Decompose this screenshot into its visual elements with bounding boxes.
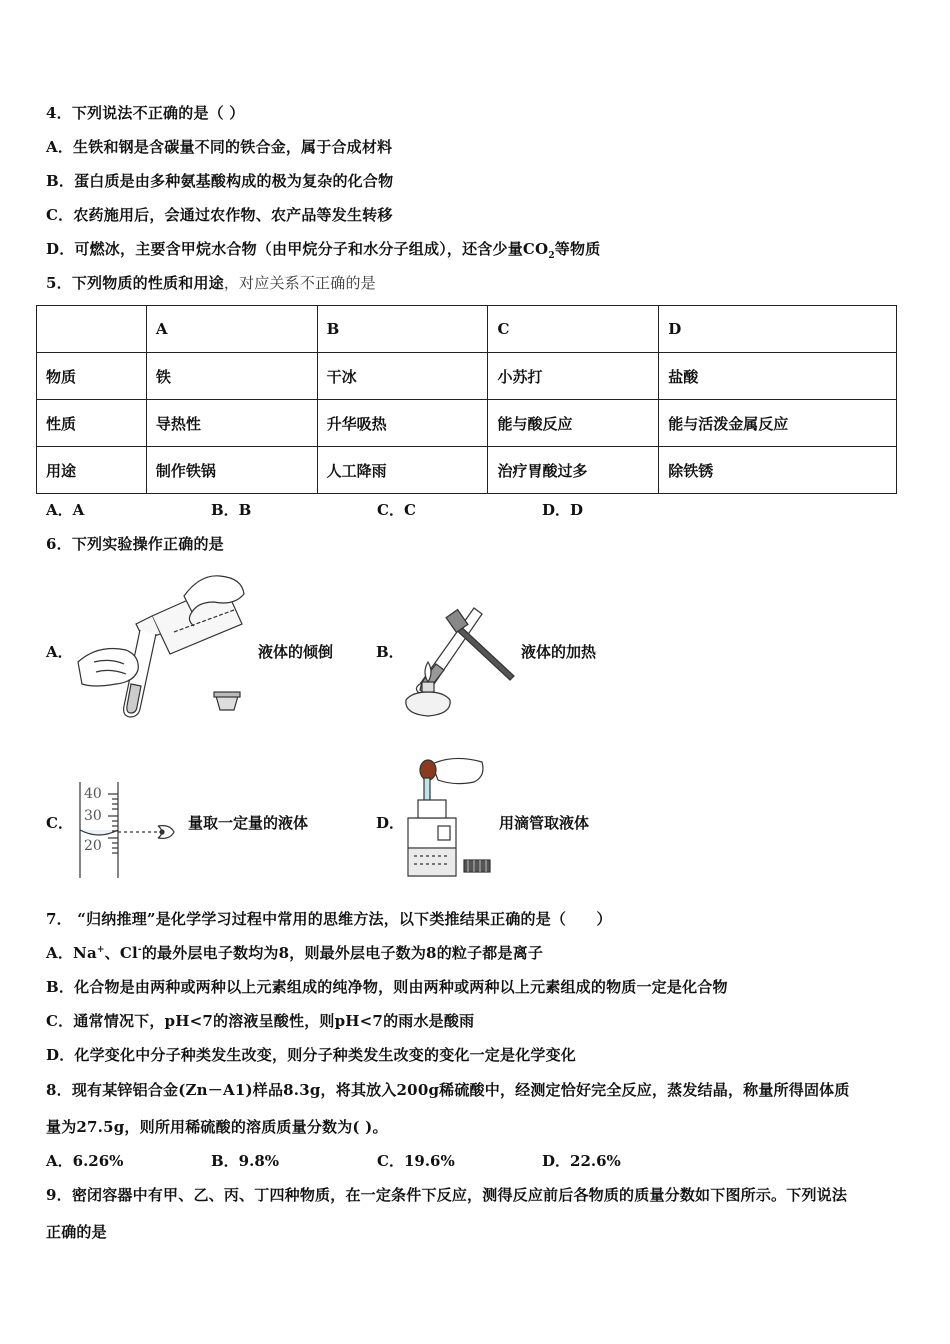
q7-a-pre: A．Na xyxy=(46,944,97,962)
table-row xyxy=(37,353,897,400)
q4-d-pre: D．可燃冰，主要含甲烷水合物（由甲烷分子和水分子组成），还含少量CO xyxy=(46,240,549,258)
q8-option-c: C．19.6% xyxy=(377,1152,455,1170)
q4-option-a: A．生铁和钢是含碳量不同的铁合金，属于合成材料 xyxy=(46,138,393,156)
q4-d-post: 等物质 xyxy=(554,240,601,258)
q6-option-b-label: B． xyxy=(376,643,404,661)
table-cell: 铁 xyxy=(146,353,317,400)
q6-option-b-caption: 液体的加热 xyxy=(521,643,597,661)
table-cell: 物质 xyxy=(37,353,147,400)
table-cell: 导热性 xyxy=(146,400,317,447)
table-cell: 干冰 xyxy=(317,353,488,400)
table-cell: 性质 xyxy=(37,400,147,447)
q5-stem-light: ，对应关系不正确的是 xyxy=(223,274,376,292)
q7-a-sup2: - xyxy=(137,945,142,955)
q5-stem xyxy=(46,272,376,293)
table-cell: 用途 xyxy=(37,447,147,494)
q8-option-a: A．6.26% xyxy=(46,1152,124,1170)
cylinder-tick-20: 20 xyxy=(84,838,102,854)
table-cell: B xyxy=(317,306,488,353)
table-cell: 升华吸热 xyxy=(317,400,488,447)
table-cell: 治疗胃酸过多 xyxy=(488,447,659,494)
q5-option-c: C．C xyxy=(377,501,416,519)
table-cell: A xyxy=(146,306,317,353)
q7-option-b: B．化合物是由两种或两种以上元素组成的纯净物，则由两种或两种以上元素组成的物质一定是化合物 xyxy=(46,978,728,996)
table-cell: 能与活泼金属反应 xyxy=(659,400,897,447)
q4-option-b: B．蛋白质是由多种氨基酸构成的极为复杂的化合物 xyxy=(46,172,394,190)
table-cell: 制作铁锅 xyxy=(146,447,317,494)
q5-table xyxy=(36,305,897,494)
q6-option-d-caption: 用滴管取液体 xyxy=(499,814,590,832)
table-cell: C xyxy=(488,306,659,353)
q4-option-c: C．农药施用后，会通过农作物、农产品等发生转移 xyxy=(46,206,393,224)
cylinder-tick-40: 40 xyxy=(84,786,102,802)
table-cell: 人工降雨 xyxy=(317,447,488,494)
q7-option-c: C．通常情况下，pH<7的溶液呈酸性，则pH<7的雨水是酸雨 xyxy=(46,1012,475,1030)
q7-option-d: D．化学变化中分子种类发生改变，则分子种类发生改变的变化一定是化学变化 xyxy=(46,1046,577,1064)
q7-a-sup1: + xyxy=(96,945,105,955)
table-cell: 除铁锈 xyxy=(659,447,897,494)
q6-stem: 6．下列实验操作正确的是 xyxy=(46,535,224,553)
q5-stem-bold: 5．下列物质的性质和用途 xyxy=(46,274,224,292)
table-row xyxy=(37,447,897,494)
q4-stem: 4．下列说法不正确的是（ ） xyxy=(46,104,245,122)
q6-option-c-caption: 量取一定量的液体 xyxy=(188,814,309,832)
table-cell: D xyxy=(659,306,897,353)
q6-option-a-label: A． xyxy=(46,643,73,661)
heating-liquid-illustration xyxy=(400,598,524,718)
q8-stem-line1: 8．现有某锌铝合金(Zn－A1)样品8.3g，将其放入200g稀硫酸中，经测定恰好完全反应，蒸发结晶，称量所得固体质 xyxy=(46,1081,850,1099)
q8-option-b: B．9.8% xyxy=(211,1152,280,1170)
table-cell: 盐酸 xyxy=(659,353,897,400)
q8-option-d: D．22.6% xyxy=(542,1152,621,1170)
q6-option-c-label: C． xyxy=(46,814,73,832)
table-cell: 能与酸反应 xyxy=(488,400,659,447)
q5-option-a: A．A xyxy=(46,501,85,519)
q7-stem: 7． “归纳推理”是化学学习过程中常用的思维方法，以下类推结果正确的是（ ） xyxy=(46,910,612,928)
table-row xyxy=(37,400,897,447)
q6-option-d-label: D． xyxy=(376,814,405,832)
q6-option-a-caption: 液体的倾倒 xyxy=(258,643,334,661)
dropper-illustration xyxy=(404,756,494,880)
cylinder-tick-30: 30 xyxy=(84,808,102,824)
q7-option-a xyxy=(46,942,543,963)
table-cell: 小苏打 xyxy=(488,353,659,400)
table-cell xyxy=(37,306,147,353)
q4-option-d xyxy=(46,238,600,261)
cylinder-reading-illustration xyxy=(74,780,184,880)
q7-a-mid: 、Cl xyxy=(104,944,138,962)
q9-stem-line2: 正确的是 xyxy=(46,1223,107,1241)
q8-stem-line2: 量为27.5g，则所用稀硫酸的溶质质量分数为( )。 xyxy=(46,1118,388,1136)
q7-a-post: 的最外层电子数均为8，则最外层电子数为8的粒子都是离子 xyxy=(141,944,544,962)
q5-option-b: B．B xyxy=(211,501,252,519)
q5-option-d: D．D xyxy=(542,501,584,519)
pouring-liquid-illustration xyxy=(74,566,254,718)
q9-stem-line1: 9．密闭容器中有甲、乙、丙、丁四种物质，在一定条件下反应，测得反应前后各物质的质量分数如下图所示。下列说法 xyxy=(46,1186,848,1204)
table-header-row xyxy=(37,306,897,353)
q4-d-sub: 2 xyxy=(548,251,555,261)
